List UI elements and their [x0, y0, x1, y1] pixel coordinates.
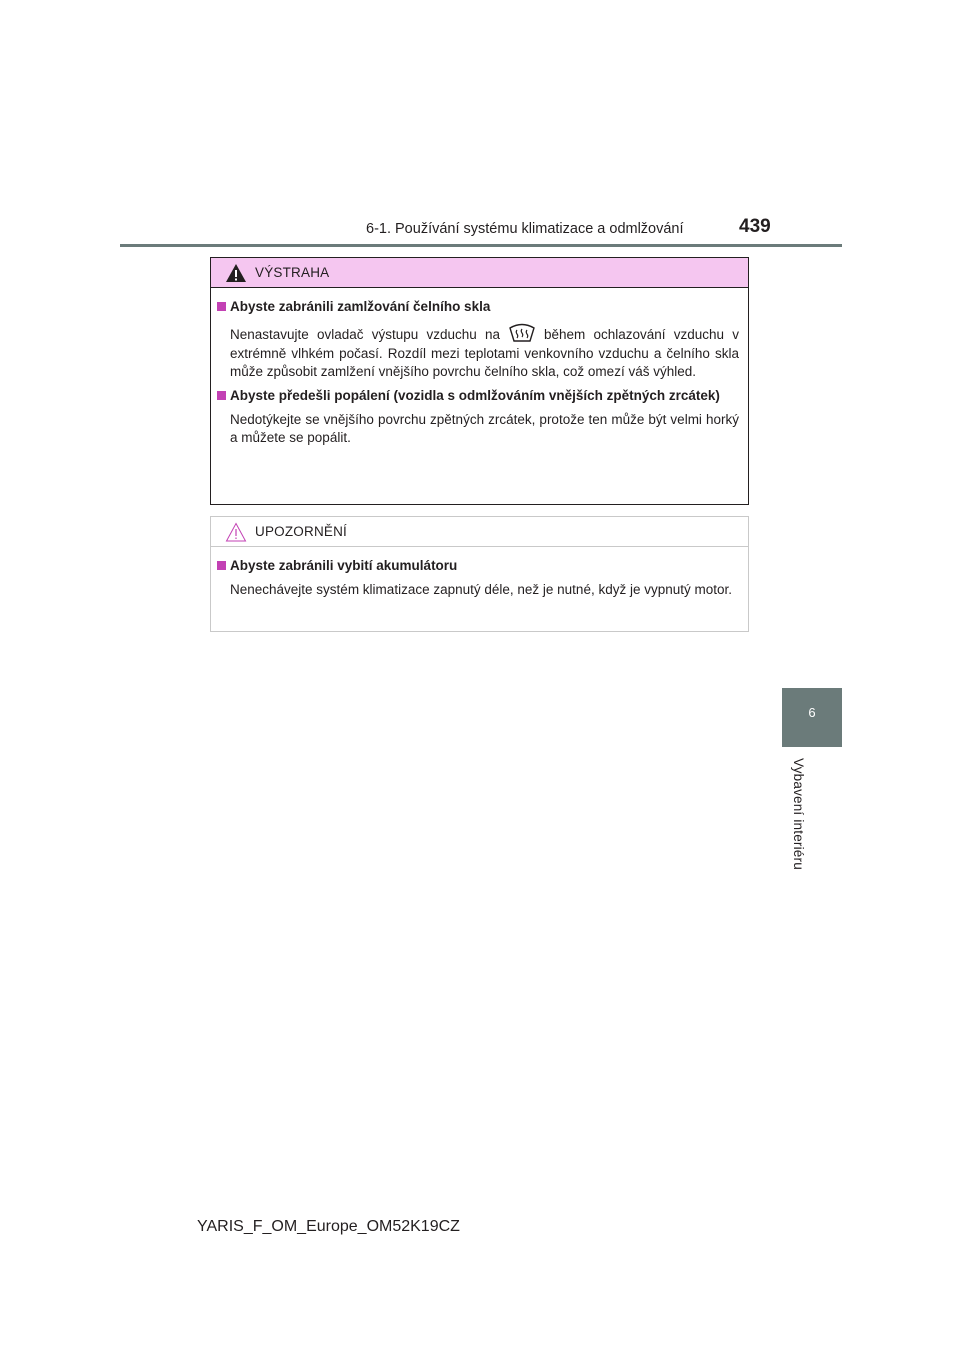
warning-triangle-icon: [225, 263, 247, 283]
header-divider: [120, 244, 842, 247]
warning-item-text: [217, 322, 739, 382]
caution-item-title: [217, 557, 739, 575]
warning-item-title-text: Abyste zabránili zamlžování čelního skla: [230, 299, 491, 314]
warning-item-text-after: během ochlazování vzduchu v extrémně vlhkém počasí. Rozdíl mezi teplotami venkovního vzduchu a čelního skla může způsobit zamlžení vnějšího povrchu čelního skla, což omezí váš výhled.: [230, 327, 739, 380]
warning-item-title: [217, 387, 739, 405]
chapter-tab: [782, 688, 842, 747]
warning-label: VÝSTRAHA: [255, 265, 330, 280]
warning-header: [211, 258, 748, 288]
square-bullet-icon: [217, 561, 226, 570]
document-code: YARIS_F_OM_Europe_OM52K19CZ: [197, 1218, 460, 1235]
warning-body: [211, 288, 748, 448]
caution-body: [211, 547, 748, 600]
warning-box: [210, 257, 749, 505]
chapter-number: 6: [808, 705, 816, 720]
windshield-defroster-icon: [508, 322, 536, 344]
warning-item-text: Nedotýkejte se vnějšího povrchu zpětných zrcátek, protože ten může být velmi horký a můžete se popálit.: [230, 411, 739, 446]
caution-header: [211, 517, 748, 547]
page-number: 439: [739, 216, 771, 237]
square-bullet-icon: [217, 391, 226, 400]
caution-label: UPOZORNĚNÍ: [255, 524, 348, 539]
square-bullet-icon: [217, 302, 226, 311]
caution-box: [210, 516, 749, 632]
section-title: 6-1. Používání systému klimatizace a odmlžování: [366, 221, 684, 237]
caution-triangle-icon: [225, 522, 247, 542]
chapter-side-label: Vybavení interiéru: [791, 758, 806, 870]
warning-item-title: [217, 298, 739, 316]
warning-item-text-before: Nenastavujte ovladač výstupu vzduchu na: [230, 327, 500, 342]
caution-item-title-text: Abyste zabránili vybití akumulátoru: [230, 558, 458, 573]
warning-item-title-text: Abyste předešli popálení (vozidla s odmlžováním vnějších zpětných zrcátek): [230, 387, 720, 403]
caution-item-text: Nenechávejte systém klimatizace zapnutý déle, než je nutné, když je vypnutý motor.: [230, 582, 733, 597]
